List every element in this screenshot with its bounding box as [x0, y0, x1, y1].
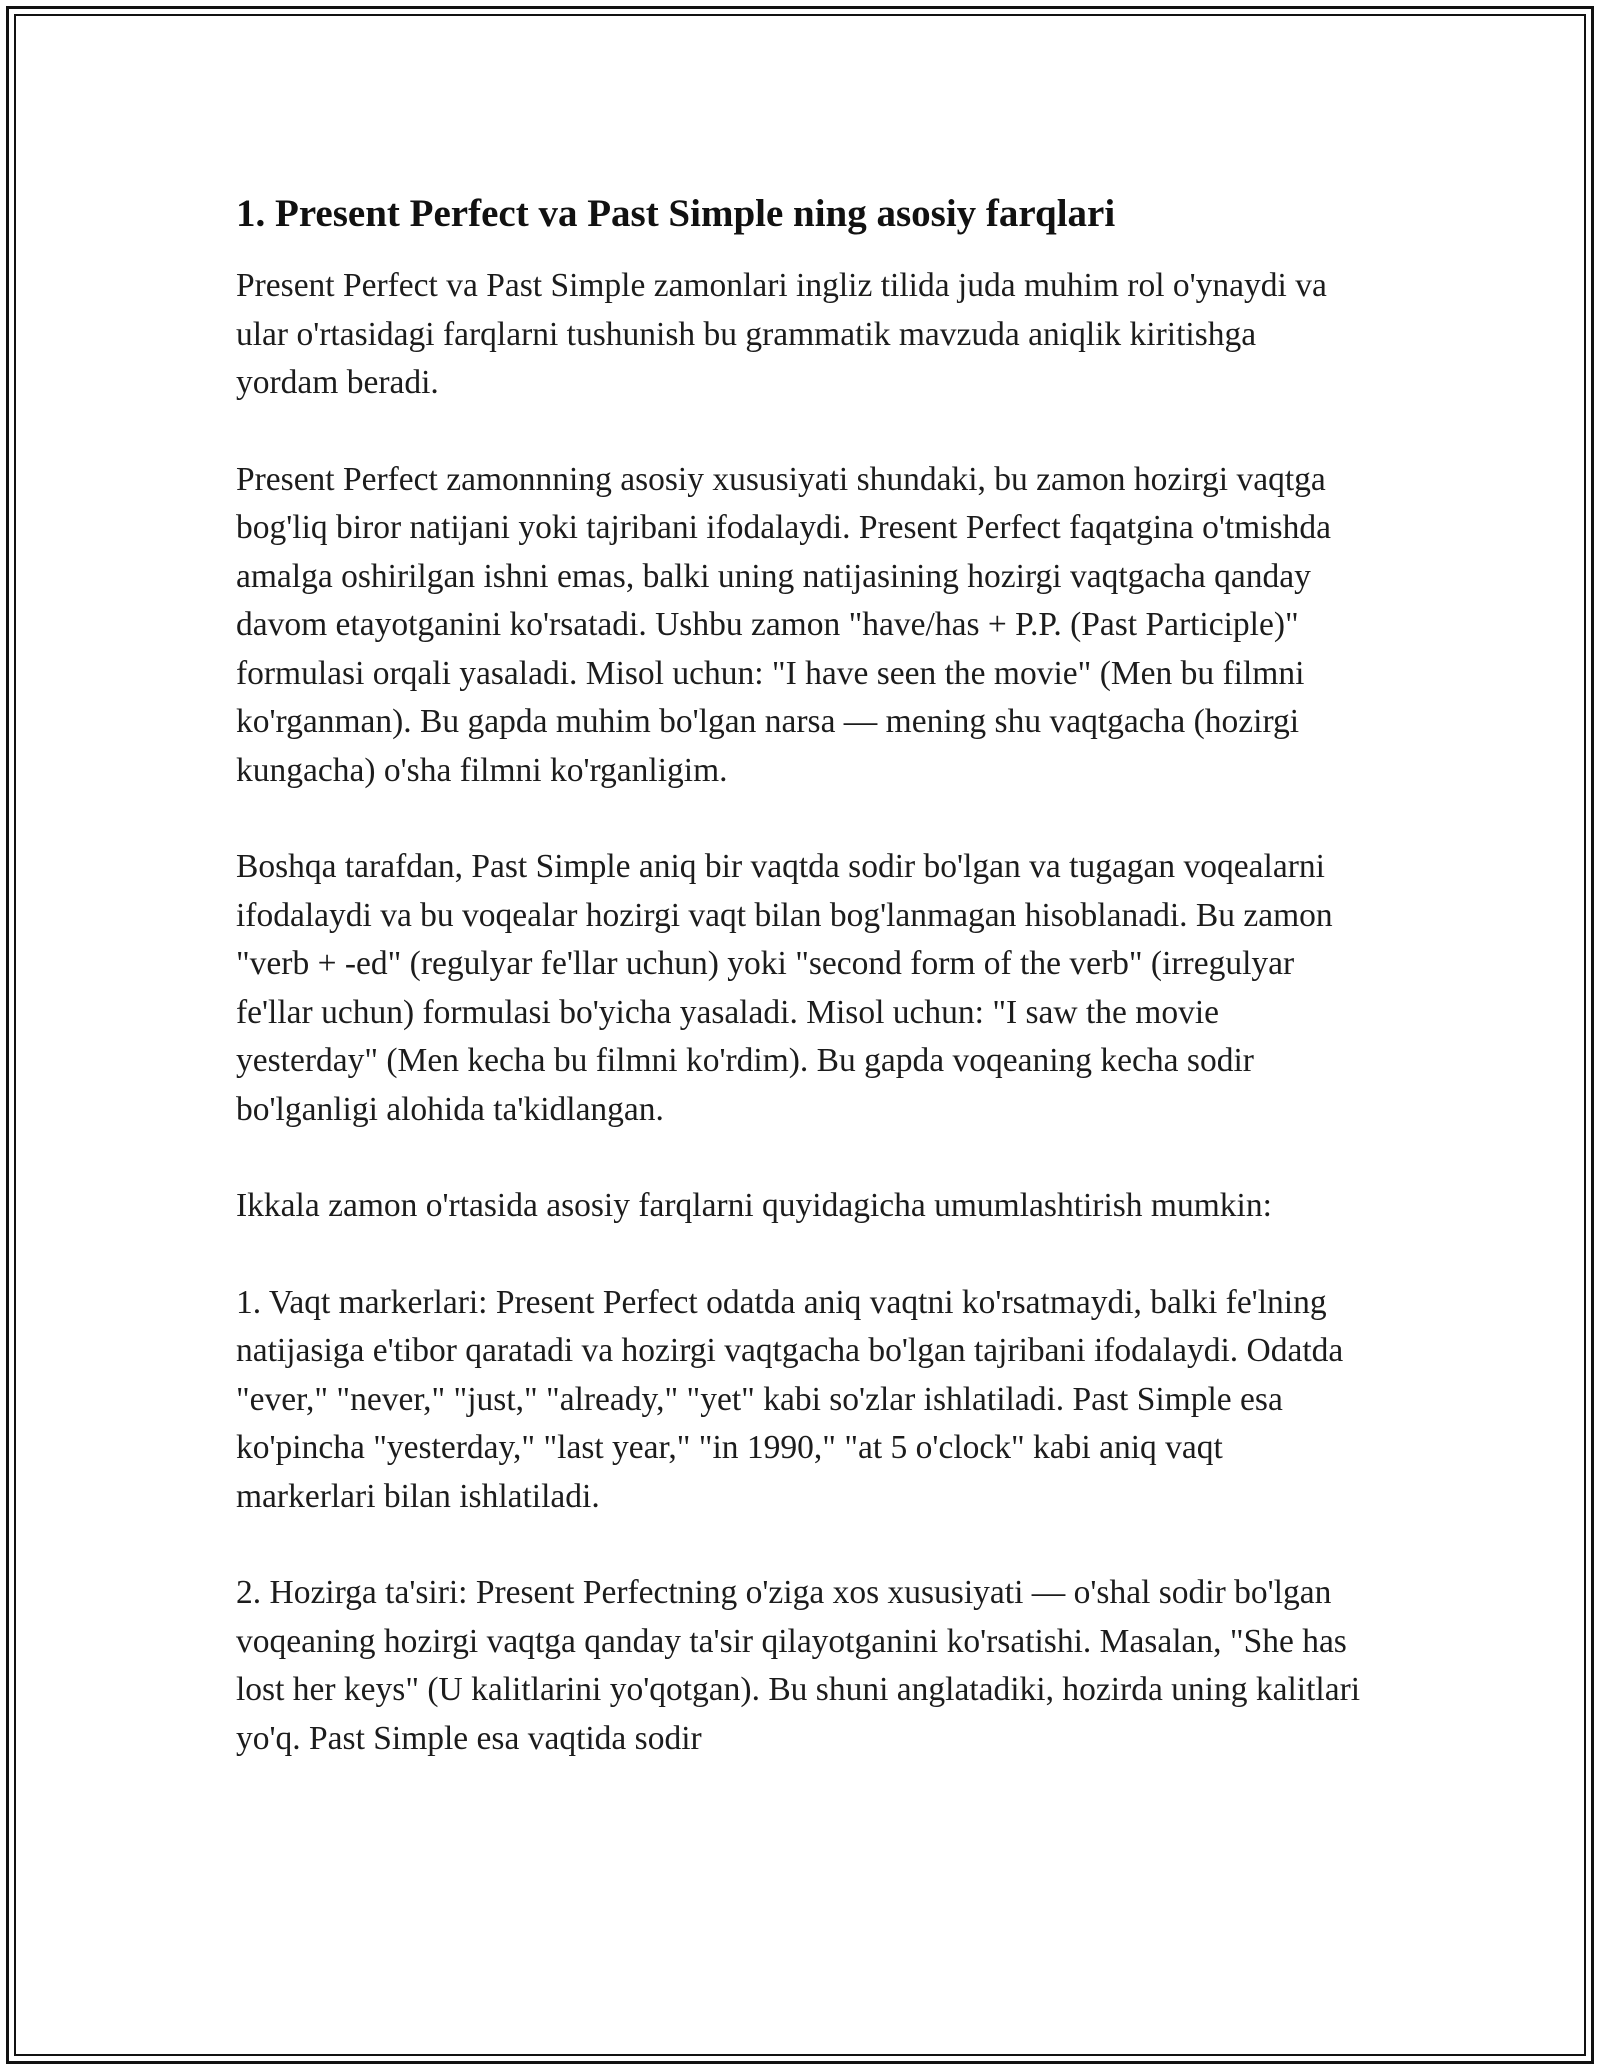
section-heading: 1. Present Perfect va Past Simple ning asosiy farqlari — [236, 192, 1116, 235]
paragraph-past-simple: Boshqa tarafdan, Past Simple aniq bir vaqtda sodir bo'lgan va tugagan voqealarni ifodalaydi va bu voqealar hozirgi vaqt bilan bog'lanmagan hisoblanadi. Bu zamon "verb + -ed" (regulyar fe'llar uchun) yoki "second form of the verb" (irregulyar fe'llar uchun) formulasi bo'yicha yasaladi. Misol uchun: "I saw the movie yesterday" (Men kecha bu filmni ko'rdim). Bu gapda voqeaning kecha sodir bo'lganligi alohida ta'kidlangan. — [236, 848, 1333, 1128]
paragraph-present-effect: 2. Hozirga ta'siri: Present Perfectning o'ziga xos xususiyati — o'shal sodir bo'lgan voqeaning hozirgi vaqtga qanday ta'sir qilayotganini ko'rsatishi. Masalan, "She has lost her keys" (U kalitlarini yo'qotgan). Bu shuni anglatadiki, hozirda uning kalitlari yo'q. Past Simple esa vaqtida sodir — [236, 1574, 1361, 1757]
paragraph-intro: Present Perfect va Past Simple zamonlari ingliz tilida juda muhim rol o'ynaydi va ular o'rtasidagi farqlarni tushunish bu grammatik mavzuda aniqlik kiritishga yordam beradi. — [236, 267, 1327, 401]
paragraph-present-perfect: Present Perfect zamonnning asosiy xususiyati shundaki, bu zamon hozirgi vaqtga bog'liq biror natijani yoki tajribani ifodalaydi. Present Perfect faqatgina o'tmishda amalga oshirilgan ishni emas, balki uning natijasining hozirgi vaqtgacha qanday davom etayotganini ko'rsatadi. Ushbu zamon "have/has + P.P. (Past Participle)" formulasi orqali yasaladi. Misol uchun: "I have seen the movie" (Men bu filmni ko'rganman). Bu gapda muhim bo'lgan narsa — mening shu vaqtgacha (hozirgi kungacha) o'sha filmni ko'rganligim. — [236, 460, 1331, 789]
paragraph-summary-intro: Ikkala zamon o'rtasida asosiy farqlarni quyidagicha umumlashtirish mumkin: — [236, 1187, 1272, 1224]
paragraph-time-markers: 1. Vaqt markerlari: Present Perfect odatda aniq vaqtni ko'rsatmaydi, balki fe'lning natijasiga e'tibor qaratadi va hozirgi vaqtgacha bo'lgan tajribani ifodalaydi. Odatda "ever," "never," "just," "already," "yet" kabi so'zlar ishlatiladi. Past Simple esa ko'pincha "yesterday," "last year," "in 1990," "at 5 o'clock" kabi aniq vaqt markerlari bilan ishlatiladi. — [236, 1283, 1344, 1515]
document-body — [236, 186, 1366, 1811]
